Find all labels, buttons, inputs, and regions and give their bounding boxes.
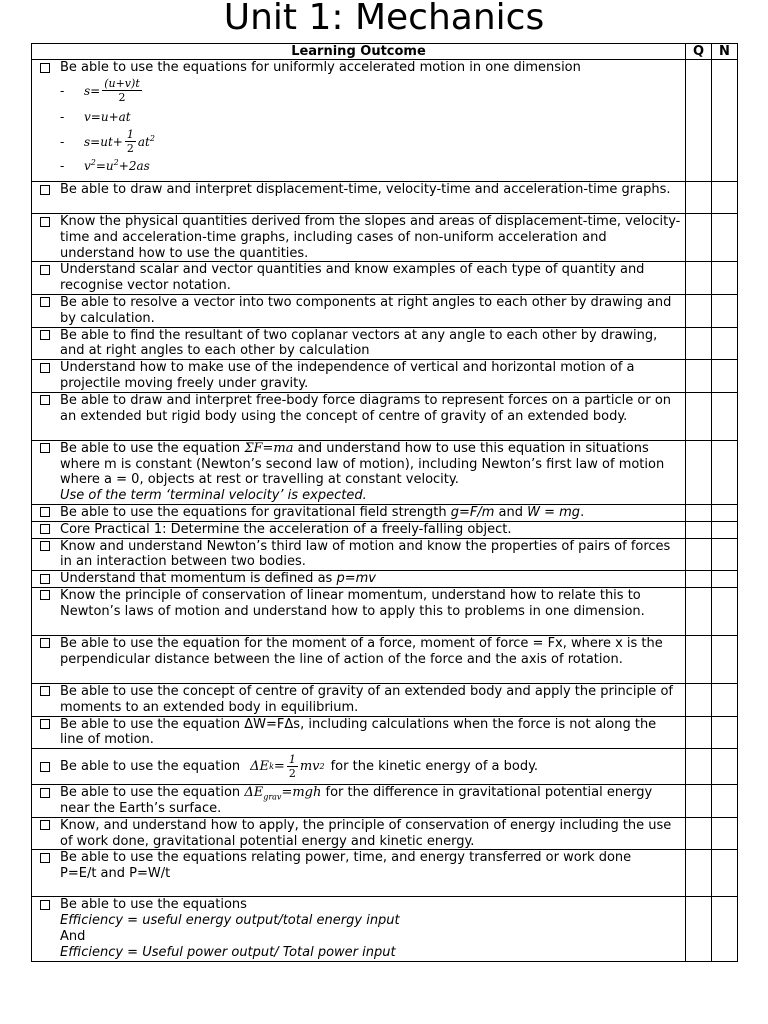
q-cell[interactable] xyxy=(686,294,712,327)
n-cell[interactable] xyxy=(712,440,738,504)
q-cell[interactable] xyxy=(686,571,712,588)
n-cell[interactable] xyxy=(712,538,738,571)
outcome-text: Know the principle of conservation of linear momentum, understand how to relate this to Newton’s laws of motion and understand how to apply this to problems in one dimension. xyxy=(60,587,645,619)
outcome-text-cont: and understand how to use this equation in situations where m is constant (Newton’s second law of motion), including Newton’s first law of motion where a = 0, objects at rest or travelling at constant velocity. xyxy=(60,440,665,488)
table-row xyxy=(32,327,738,360)
table-row xyxy=(32,635,738,683)
outcome-note: Use of the term ‘terminal velocity’ is expected. xyxy=(60,488,367,504)
outcome-text: Be able to use the equations for gravitational field strength xyxy=(60,504,447,520)
n-cell[interactable] xyxy=(712,182,738,214)
n-cell[interactable] xyxy=(712,850,738,897)
page-title: Unit 1: Mechanics xyxy=(223,0,545,38)
n-cell[interactable] xyxy=(712,716,738,749)
outcome-text: Be able to use the equation xyxy=(60,758,241,774)
q-cell[interactable] xyxy=(686,817,712,850)
table-row xyxy=(32,521,738,538)
table-row xyxy=(32,262,738,295)
table-row xyxy=(32,850,738,897)
equation-s-average-velocity: - s= $\frac{(u+v)t}{2}$ xyxy=(60,77,140,105)
checkbox[interactable] xyxy=(40,443,50,453)
checkbox[interactable] xyxy=(40,719,50,729)
outcome-text: Understand that momentum is defined as xyxy=(60,571,333,587)
table-row xyxy=(32,683,738,716)
checkbox[interactable] xyxy=(40,820,50,830)
table-row xyxy=(32,294,738,327)
checkbox[interactable] xyxy=(40,590,50,600)
table-row: Be able to use the equations for gravitational field strength g=F/m and W = mg. xyxy=(32,504,738,521)
n-cell[interactable] xyxy=(712,785,738,818)
q-cell[interactable] xyxy=(686,214,712,262)
equation-kinetic-energy: ΔE k = $\frac{1}{2}$ mv 2 xyxy=(250,753,325,781)
checkbox[interactable] xyxy=(40,788,50,798)
q-cell[interactable] xyxy=(686,60,712,182)
outcome-text: Be able to use the equation ΔW=FΔs, including calculations when the force is not along the line of motion. xyxy=(60,716,657,748)
equation-sum-force: ΣF=ma xyxy=(244,440,294,456)
outcome-text: Be able to find the resultant of two coplanar vectors at any angle to each other by drawing, and at right angles to each other by calculation xyxy=(60,327,658,359)
q-cell[interactable] xyxy=(686,182,712,214)
checkbox[interactable] xyxy=(40,638,50,648)
equation-gravitational-pe: $\Delta E_{grav}=mgh$ xyxy=(244,785,322,802)
outcome-text: Know and understand Newton’s third law of motion and know the properties of pairs of forces in an interaction between two bodies. xyxy=(60,538,671,570)
table-row xyxy=(32,716,738,749)
and-label: And xyxy=(60,928,86,944)
outcome-text: Be able to use the equation xyxy=(60,440,241,456)
outcome-text: Understand how to make use of the independence of vertical and horizontal motion of a projectile moving freely under gravity. xyxy=(60,360,635,391)
table-row xyxy=(32,571,738,588)
table-row xyxy=(32,360,738,393)
equation-weight: W = mg xyxy=(527,504,581,520)
checkbox[interactable] xyxy=(40,265,50,275)
q-cell[interactable] xyxy=(686,749,712,785)
n-cell[interactable] xyxy=(712,749,738,785)
q-cell[interactable] xyxy=(686,716,712,749)
checkbox[interactable] xyxy=(40,524,50,534)
outcome-text: Be able to use the equations xyxy=(60,897,247,913)
q-cell[interactable] xyxy=(686,683,712,716)
equation-v-u-at: - v=u+at xyxy=(60,109,131,124)
checkbox[interactable] xyxy=(40,853,50,863)
q-cell[interactable] xyxy=(686,521,712,538)
table-row xyxy=(32,392,738,440)
table-row xyxy=(32,749,738,785)
n-cell[interactable] xyxy=(712,214,738,262)
checkbox[interactable] xyxy=(40,330,50,340)
checkbox[interactable] xyxy=(40,762,50,772)
outcome-text: Core Practical 1: Determine the acceleration of a freely-falling object. xyxy=(60,521,512,537)
q-cell[interactable] xyxy=(686,327,712,360)
outcome-text: Be able to use the equation for the moment of a force, moment of force = Fx, where x is the perpendicular distance between the line of action of the force and the axis of rotation. xyxy=(60,635,663,667)
n-cell[interactable] xyxy=(712,60,738,182)
q-cell[interactable] xyxy=(686,635,712,683)
q-cell[interactable] xyxy=(686,850,712,897)
outcome-text: Know, and understand how to apply, the principle of conservation of energy including the use of work done, gravitational potential energy and kinetic energy. xyxy=(60,817,672,849)
outcome-text: Be able to use the concept of centre of gravity of an extended body and apply the principle of moments to an extended body in equilibrium. xyxy=(60,683,673,715)
checkbox[interactable] xyxy=(40,686,50,696)
table-row xyxy=(32,60,738,182)
n-cell[interactable] xyxy=(712,504,738,521)
n-cell[interactable] xyxy=(712,360,738,393)
q-cell[interactable] xyxy=(686,785,712,818)
checkbox[interactable] xyxy=(40,900,50,910)
equation-efficiency-energy: Efficiency = useful energy output/total energy input xyxy=(60,913,400,929)
table-row xyxy=(32,182,738,214)
outcome-text: Be able to use the equations relating power, time, and energy transferred or work done xyxy=(60,850,632,866)
checkbox[interactable] xyxy=(40,574,50,584)
outcome-text: Be able to resolve a vector into two components at right angles to each other by drawing and by calculation. xyxy=(60,294,672,326)
table-row xyxy=(32,587,738,635)
outcome-text: Be able to use the equation xyxy=(60,785,241,801)
header-learning-outcome: Learning Outcome xyxy=(32,44,686,60)
n-cell[interactable] xyxy=(712,683,738,716)
checkbox[interactable] xyxy=(40,541,50,551)
outcome-text-cont: for the kinetic energy of a body. xyxy=(330,758,539,774)
checkbox[interactable] xyxy=(40,217,50,227)
q-cell[interactable] xyxy=(686,587,712,635)
n-cell[interactable] xyxy=(712,262,738,295)
outcome-text: Be able to draw and interpret free-body force diagrams to represent forces on a particle or on an extended but rigid body using the concept of centre of gravity of an extended body. xyxy=(60,392,672,424)
q-cell[interactable] xyxy=(686,262,712,295)
checkbox[interactable] xyxy=(40,185,50,195)
checkbox[interactable] xyxy=(40,507,50,517)
n-cell[interactable] xyxy=(712,817,738,850)
learning-outcomes-table xyxy=(31,43,738,962)
n-cell[interactable] xyxy=(712,587,738,635)
n-cell[interactable] xyxy=(712,392,738,440)
q-cell[interactable] xyxy=(686,360,712,393)
checkbox[interactable] xyxy=(40,363,50,373)
checkbox[interactable] xyxy=(40,395,50,405)
checkbox[interactable] xyxy=(40,63,50,73)
outcome-text-cont: for the difference in gravitational potential energy near the Earth’s surface. xyxy=(60,785,653,816)
table-row xyxy=(32,897,738,961)
outcome-text: Be able to use the equations for uniformly accelerated motion in one dimension xyxy=(60,60,581,75)
table-row xyxy=(32,440,738,504)
table-header-row xyxy=(32,44,738,60)
n-cell[interactable] xyxy=(712,294,738,327)
outcome-text: Know the physical quantities derived from the slopes and areas of displacement-time, velocity-time and acceleration-time graphs, including cases of non-uniform acceleration and understand how to use the quantities. xyxy=(60,214,681,261)
equation-s-ut-half-at2: - s=ut+ $\frac{1}{2}$ $at^2$ xyxy=(60,128,155,156)
n-cell[interactable] xyxy=(712,897,738,961)
n-cell[interactable] xyxy=(712,571,738,588)
q-cell[interactable] xyxy=(686,392,712,440)
outcome-text: Be able to draw and interpret displacement-time, velocity-time and acceleration-time graphs. xyxy=(60,182,671,197)
checkbox[interactable] xyxy=(40,297,50,307)
n-cell[interactable] xyxy=(712,635,738,683)
table-row xyxy=(32,538,738,571)
q-cell[interactable] xyxy=(686,440,712,504)
header-n: N xyxy=(712,44,738,60)
header-q: Q xyxy=(686,44,712,60)
outcome-text: Understand scalar and vector quantities and know examples of each type of quantity and recognise vector notation. xyxy=(60,262,645,294)
equation-g-field: g=F/m xyxy=(450,504,495,520)
q-cell[interactable] xyxy=(686,504,712,521)
q-cell[interactable] xyxy=(686,538,712,571)
table-row xyxy=(32,785,738,818)
table-row xyxy=(32,817,738,850)
n-cell[interactable] xyxy=(712,521,738,538)
equation-momentum: p=mv xyxy=(336,571,376,587)
equation-power: P=E/t and P=W/t xyxy=(60,866,171,882)
table-row xyxy=(32,214,738,262)
equation-efficiency-power: Efficiency = Useful power output/ Total power input xyxy=(60,944,396,960)
n-cell[interactable] xyxy=(712,327,738,360)
equation-v2-u2-2as: - $v^2=u^2+2as$ xyxy=(60,157,150,173)
q-cell[interactable] xyxy=(686,897,712,961)
